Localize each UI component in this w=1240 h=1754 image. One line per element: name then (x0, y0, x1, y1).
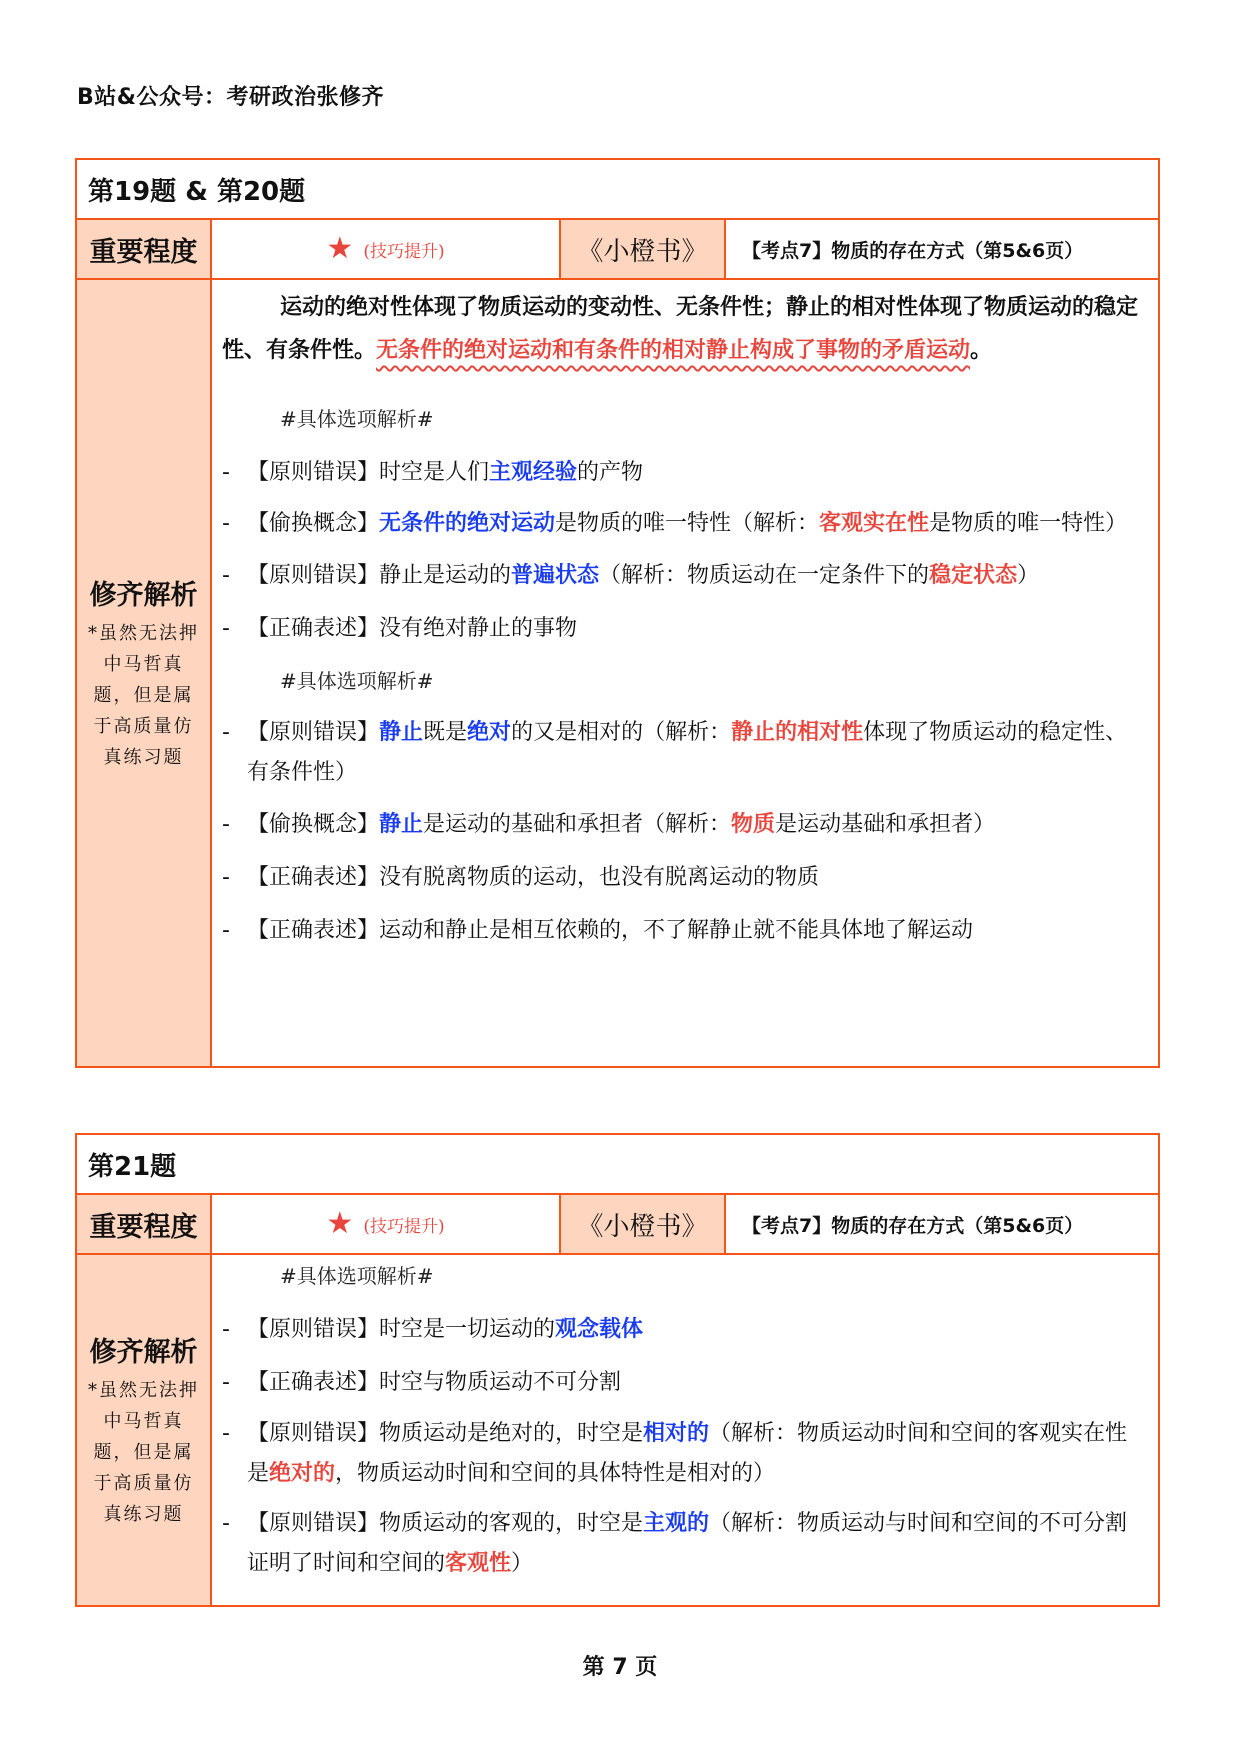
question-table-19-20 (75, 158, 1160, 1068)
analysis-content (212, 1255, 1158, 1605)
list-item: - 【偷换概念】无条件的绝对运动是物质的唯一特性（解析：客观实在性是物质的唯一特性） (222, 511, 1128, 536)
list-item: - 【原则错误】时空是人们主观经验的产物 (222, 460, 644, 485)
question-title: 第21题 (77, 1135, 1158, 1195)
analysis-row (77, 1255, 1158, 1605)
importance-label: 重要程度 (77, 1195, 212, 1253)
list-item: - 【原则错误】静止既是绝对的又是相对的（解析：静止的相对性体现了物质运动的稳定性、有条件性） (222, 720, 1128, 785)
list-item: - 【原则错误】物质运动的客观的，时空是主观的（解析：物质运动与时间和空间的不可分割证明了时间和空间的客观性） (222, 1511, 1128, 1576)
question-title: 第19题 & 第20题 (77, 160, 1158, 220)
importance-label: 重要程度 (77, 220, 212, 278)
intro-highlight: 无条件的绝对运动和有条件的相对静止构成了事物的矛盾运动 (376, 338, 971, 363)
intro-paragraph (222, 286, 1146, 372)
page-number: 第 7 页 (582, 1655, 658, 1680)
list-item: - 【正确表述】运动和静止是相互依赖的，不了解静止就不能具体地了解运动 (222, 918, 974, 943)
list-item: - 【原则错误】物质运动是绝对的，时空是相对的（解析：物质运动时间和空间的客观实在性是绝对的，物质运动时间和空间的具体特性是相对的） (222, 1421, 1128, 1486)
list-item: - 【原则错误】静止是运动的普遍状态（解析：物质运动在一定条件下的稳定状态） (222, 563, 1040, 588)
intro-text: 运动的绝对性体现了物质运动的变动性、无条件性；静止的相对性体现了物质运动的稳定性、有条件性。 (222, 295, 1139, 363)
list-item: - 【正确表述】没有脱离物质的运动，也没有脱离运动的物质 (222, 865, 820, 890)
section-heading: #具体选项解析# (280, 407, 434, 431)
analysis-side (77, 280, 212, 1066)
list-item: - 【正确表述】时空与物质运动不可分割 (222, 1370, 622, 1395)
analysis-title: 修齐解析 (89, 580, 198, 611)
section-heading: #具体选项解析# (280, 669, 434, 693)
brand-header: B站&公众号：考研政治张修齐 (77, 85, 384, 110)
star-note: (技巧提升) (363, 1216, 445, 1237)
analysis-note: *虽然无法押中马哲真题，但是属于高质量仿真练习题 (88, 1380, 199, 1525)
analysis-side (77, 1255, 212, 1605)
exam-point: 【考点7】物质的存在方式（第5&6页） (742, 1214, 1084, 1237)
analysis-content (212, 280, 1158, 1066)
question-table-21 (75, 1133, 1160, 1607)
list-item: - 【原则错误】时空是一切运动的观念载体 (222, 1317, 644, 1342)
analysis-row (77, 280, 1158, 1066)
analysis-title: 修齐解析 (89, 1337, 198, 1368)
star-icon: ★ (326, 231, 354, 266)
importance-rating (212, 220, 561, 278)
book-label: 《小橙书》 (561, 220, 726, 278)
book-label: 《小橙书》 (561, 1195, 726, 1253)
star-icon: ★ (326, 1206, 354, 1241)
meta-row (77, 1195, 1158, 1255)
intro-end: 。 (970, 338, 993, 363)
list-item: - 【偷换概念】静止是运动的基础和承担者（解析：物质是运动基础和承担者） (222, 812, 996, 837)
exam-point: 【考点7】物质的存在方式（第5&6页） (742, 239, 1084, 262)
analysis-note: *虽然无法押中马哲真题，但是属于高质量仿真练习题 (88, 623, 199, 768)
section-heading: #具体选项解析# (280, 1264, 434, 1288)
importance-rating (212, 1195, 561, 1253)
meta-row (77, 220, 1158, 280)
list-item: - 【正确表述】没有绝对静止的事物 (222, 616, 578, 641)
star-note: (技巧提升) (363, 241, 445, 262)
